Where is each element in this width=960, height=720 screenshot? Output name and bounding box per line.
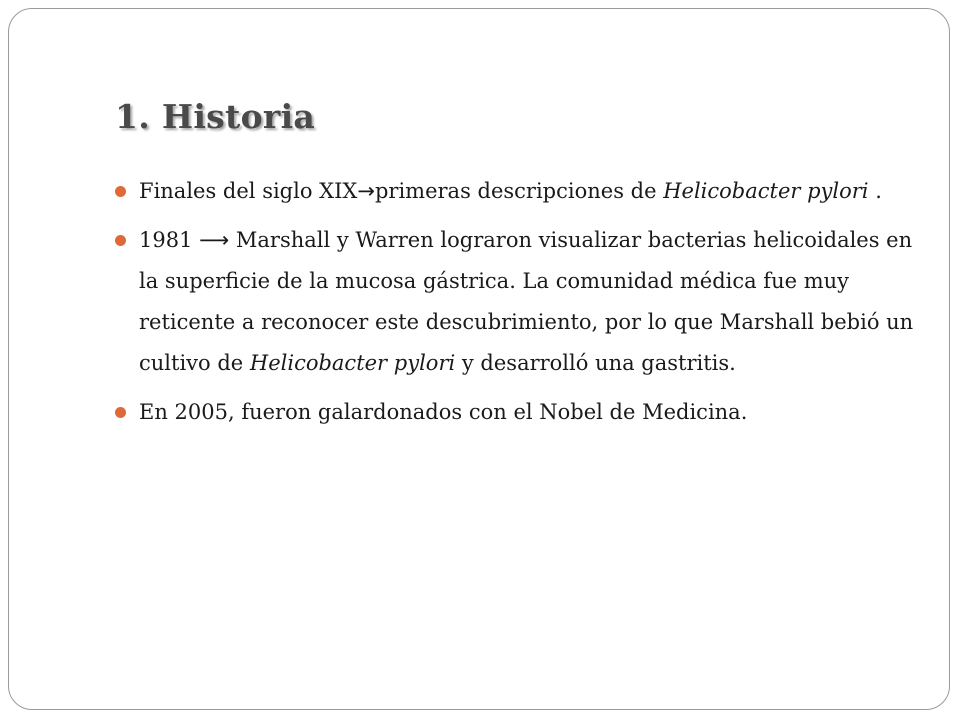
bullet-text: En 2005, fueron galardonados con el Nobel de Medicina. bbox=[139, 400, 748, 424]
bullet-item-siglo-xix bbox=[115, 171, 915, 212]
arrow-icon: ⟶ bbox=[199, 228, 230, 252]
bullet-list bbox=[115, 171, 915, 441]
bullet-dot-icon bbox=[115, 186, 126, 197]
species-name: Helicobacter pylori bbox=[249, 351, 456, 375]
slide-title: 1. Historia bbox=[115, 97, 316, 136]
bullet-text: primeras descripciones de bbox=[374, 179, 664, 203]
bullet-text: Marshall y Warren lograron visualizar bacterias helicoidales en la superficie de la mucosa gástrica. La comunidad médica fue muy reticente a reconocer este descubrimiento, por lo que Marshall bebió un cultivo de bbox=[139, 228, 914, 375]
bullet-text: 1981 bbox=[139, 228, 200, 252]
arrow-icon: → bbox=[357, 179, 375, 203]
bullet-dot-icon bbox=[115, 235, 126, 246]
slide-frame bbox=[8, 8, 950, 710]
bullet-text: y desarrolló una gastritis. bbox=[455, 351, 736, 375]
bullet-item-1981 bbox=[115, 220, 915, 384]
bullet-text: Finales del siglo XIX bbox=[139, 179, 358, 203]
bullet-dot-icon bbox=[115, 407, 126, 418]
bullet-item-2005 bbox=[115, 392, 915, 433]
bullet-text: . bbox=[868, 179, 882, 203]
species-name: Helicobacter pylori bbox=[663, 179, 869, 203]
